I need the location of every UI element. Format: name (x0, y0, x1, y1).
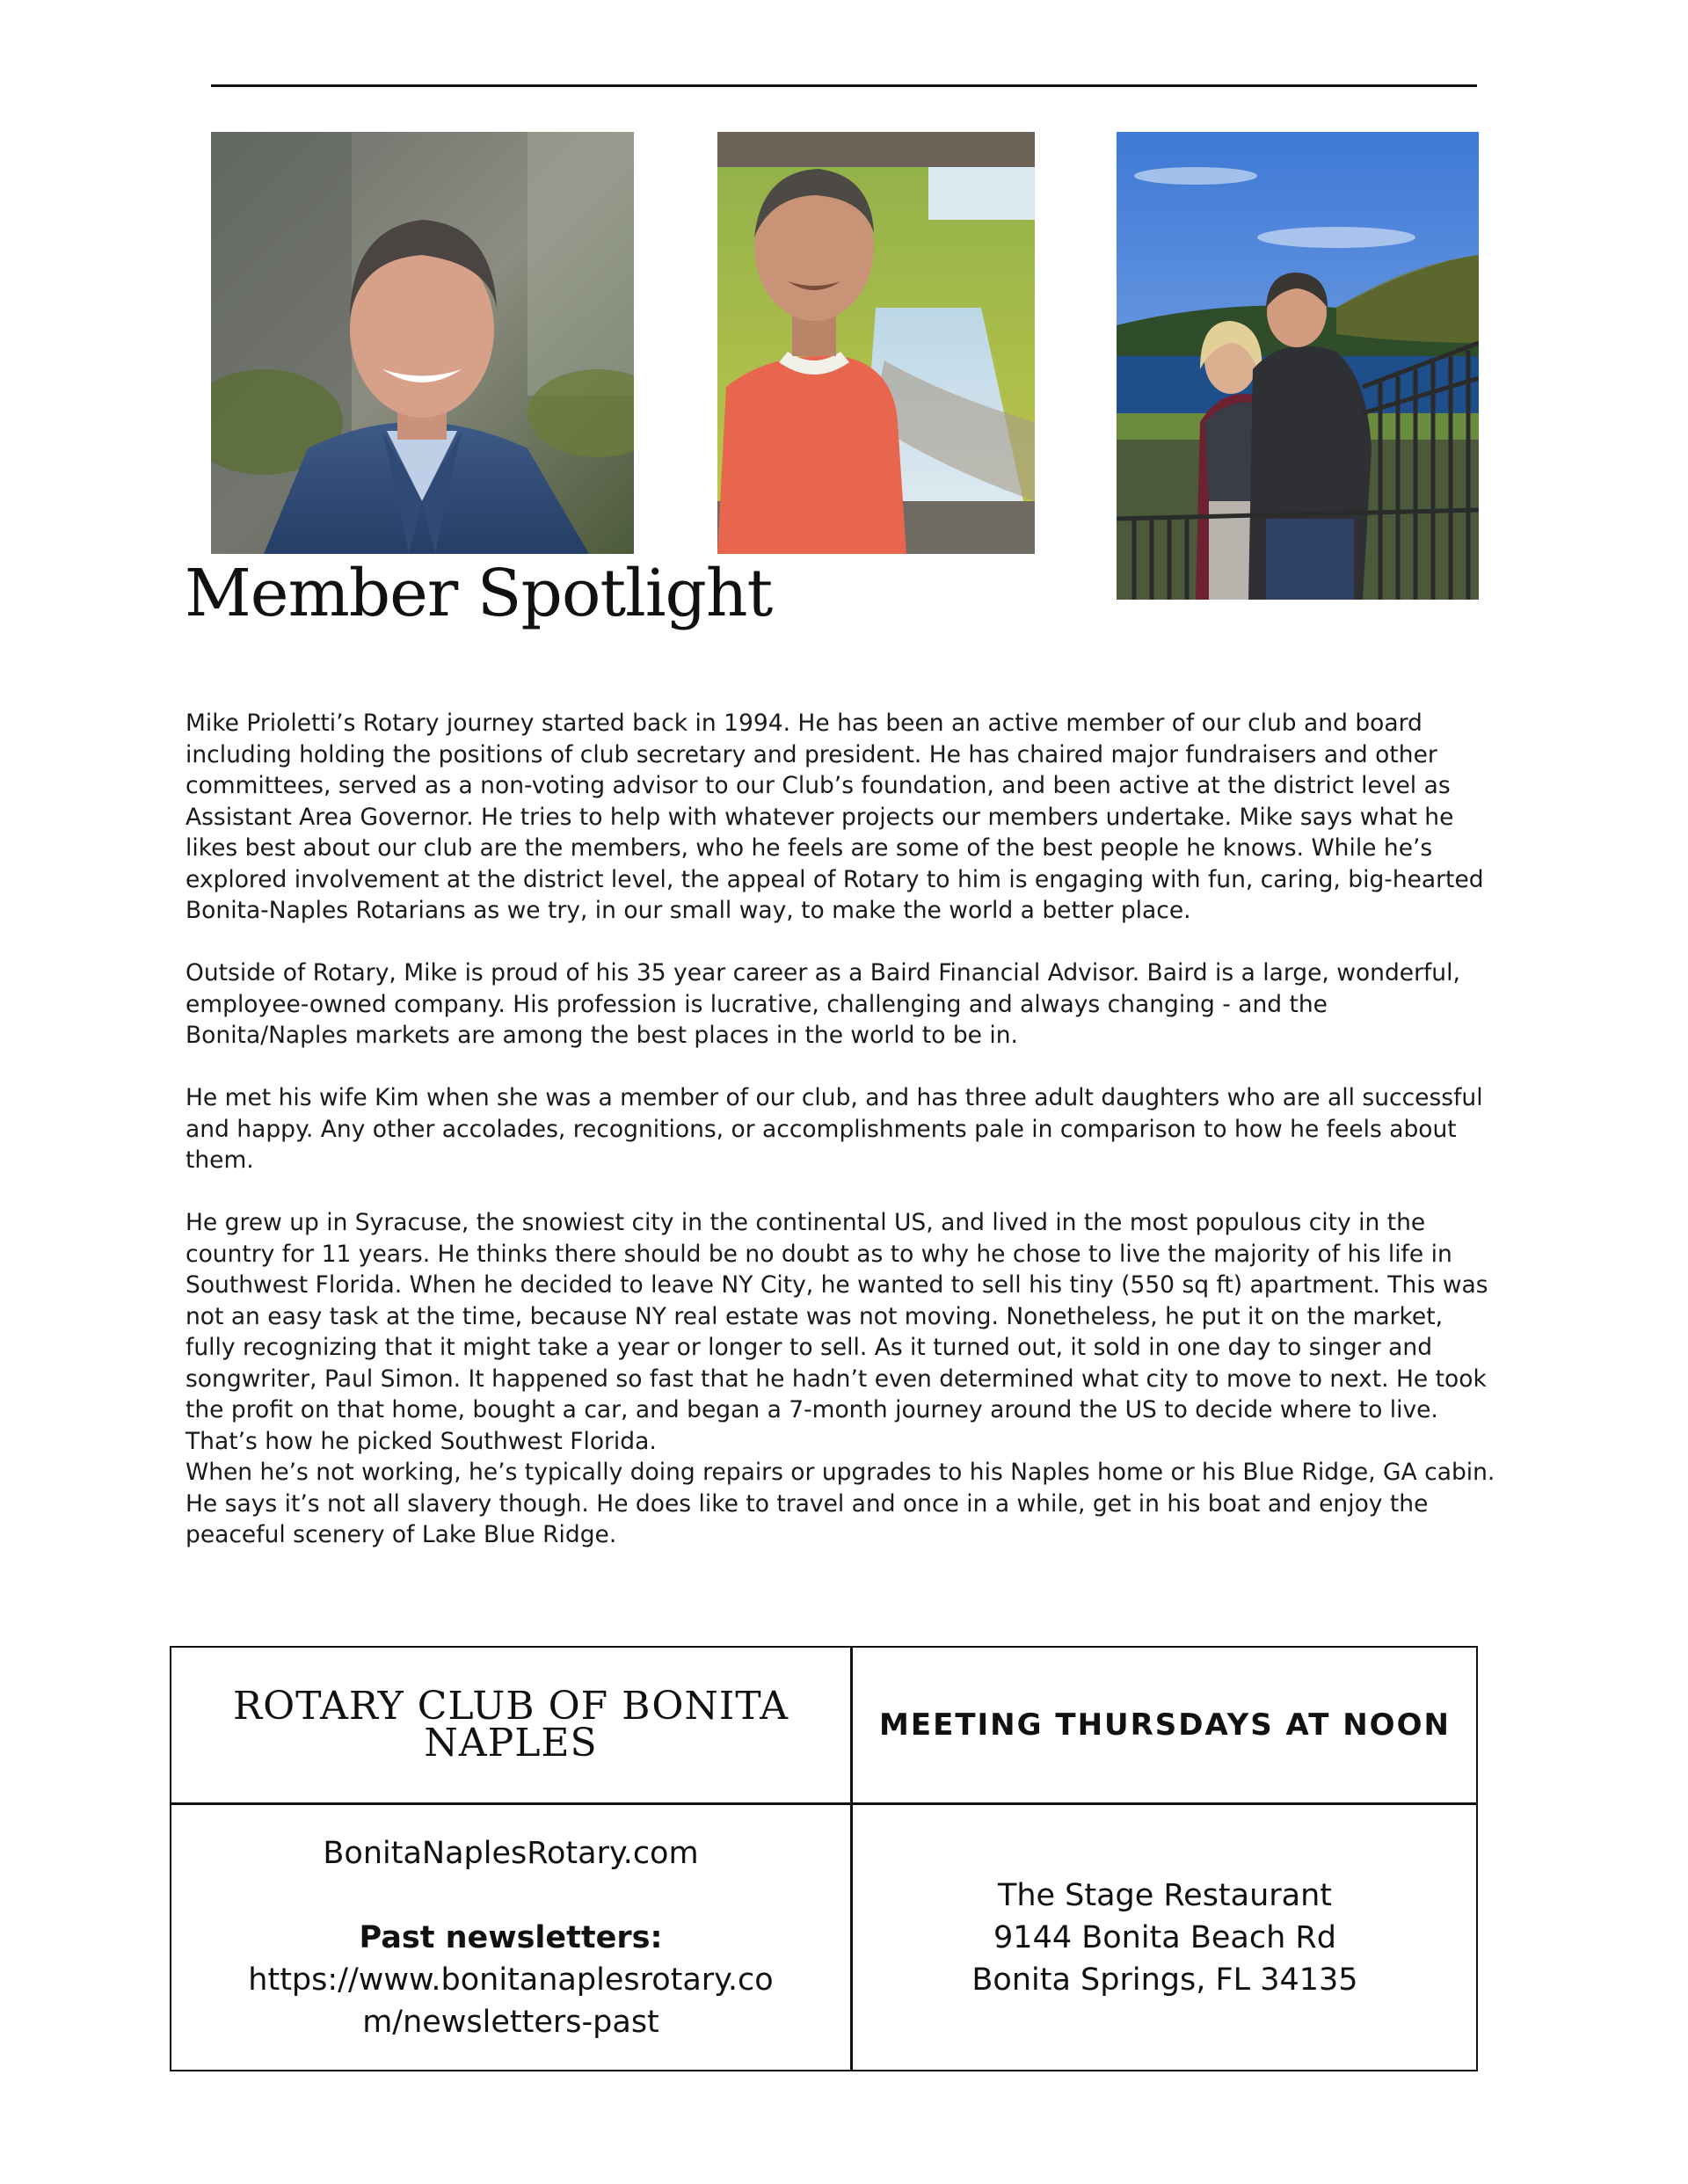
venue-cell (853, 1805, 1477, 2071)
article-paragraph: He grew up in Syracuse, the snowiest city in the continental US, and lived in the most populous city in the country for 11 years. He thinks there should be no doubt as to why he chose to live the majority of his life in Southwest Florida. When he decided to leave NY City, he wanted to sell his tiny (550 sq ft) apartment. This was not an easy task at the time, because NY real estate was not moving. Nonetheless, he put it on the market, fully recognizing that it might take a year or longer to sell. As it turned out, it sold in one day to singer and songwriter, Paul Simon. It happened so fast that he hadn’t even determined what city to move to next. He took the profit on that home, bought a car, and began a 7-month journey around the US to decide where to live. That’s how he picked Southwest Florida. (186, 1209, 1488, 1455)
venue-city: Bonita Springs, FL 34135 (971, 1962, 1358, 1998)
venue-name: The Stage Restaurant (997, 1878, 1333, 1913)
article-paragraph: He met his wife Kim when she was a member of our club, and has three adult daughters who are all successful and happy. Any other accolades, recognitions, or accomplishments pale in comparison to how he feels about them. (186, 1084, 1483, 1174)
club-name-cell (171, 1648, 850, 1802)
person-outdoor-photo (717, 132, 1035, 554)
portrait-photo (211, 132, 634, 554)
page-title: Member Spotlight (185, 556, 773, 631)
past-newsletters-link[interactable]: https://www.bonitanaplesrotary.com/newsletters-past (248, 1962, 774, 2040)
river-selfie-photo (717, 132, 1035, 554)
meeting-time: MEETING THURSDAYS AT NOON (879, 1707, 1451, 1743)
venue-street: 9144 Bonita Beach Rd (993, 1920, 1336, 1955)
club-info-table (170, 1646, 1478, 2071)
article-body (186, 708, 1495, 1551)
club-name: ROTARY CLUB OF BONITA NAPLES (232, 1684, 789, 1765)
top-divider (211, 84, 1477, 87)
couple-lake-photo (1117, 132, 1479, 600)
website-cell (171, 1805, 850, 2071)
article-paragraph: Mike Prioletti’s Rotary journey started back in 1994. He has been an active member of our club and board including holding the positions of club secretary and president. He has chaired major fundraisers and other committees, served as a non-voting advisor to our Club’s foundation, and been active at the district level as Assistant Area Governor. He tries to help with whatever projects our members undertake. Mike says what he likes best about our club are the members, who he feels are some of the best people he knows. While he’s explored involvement at the district level, the appeal of Rotary to him is engaging with fun, caring, big-hearted Bonita-Naples Rotarians as we try, in our small way, to make the world a better place. (186, 710, 1484, 924)
article-paragraph: Outside of Rotary, Mike is proud of his 35 year career as a Baird Financial Advisor. Baird is a large, wonderful, employee-owned company. His profession is lucrative, challenging and always changing - and the Bonita/Naples markets are among the best places in the world to be in. (186, 959, 1460, 1049)
meeting-cell (853, 1648, 1477, 1802)
person-portrait-photo (211, 132, 634, 554)
couple-outdoor-photo (1117, 132, 1479, 600)
article-paragraph: When he’s not working, he’s typically doing repairs or upgrades to his Naples home or his Blue Ridge, GA cabin. He says it’s not all slavery though. He does like to travel and once in a while, get in his boat and enjoy the peaceful scenery of Lake Blue Ridge. (186, 1459, 1495, 1548)
past-newsletters-label: Past newsletters: (359, 1920, 663, 1955)
website-link[interactable]: BonitaNaplesRotary.com (323, 1836, 699, 1871)
